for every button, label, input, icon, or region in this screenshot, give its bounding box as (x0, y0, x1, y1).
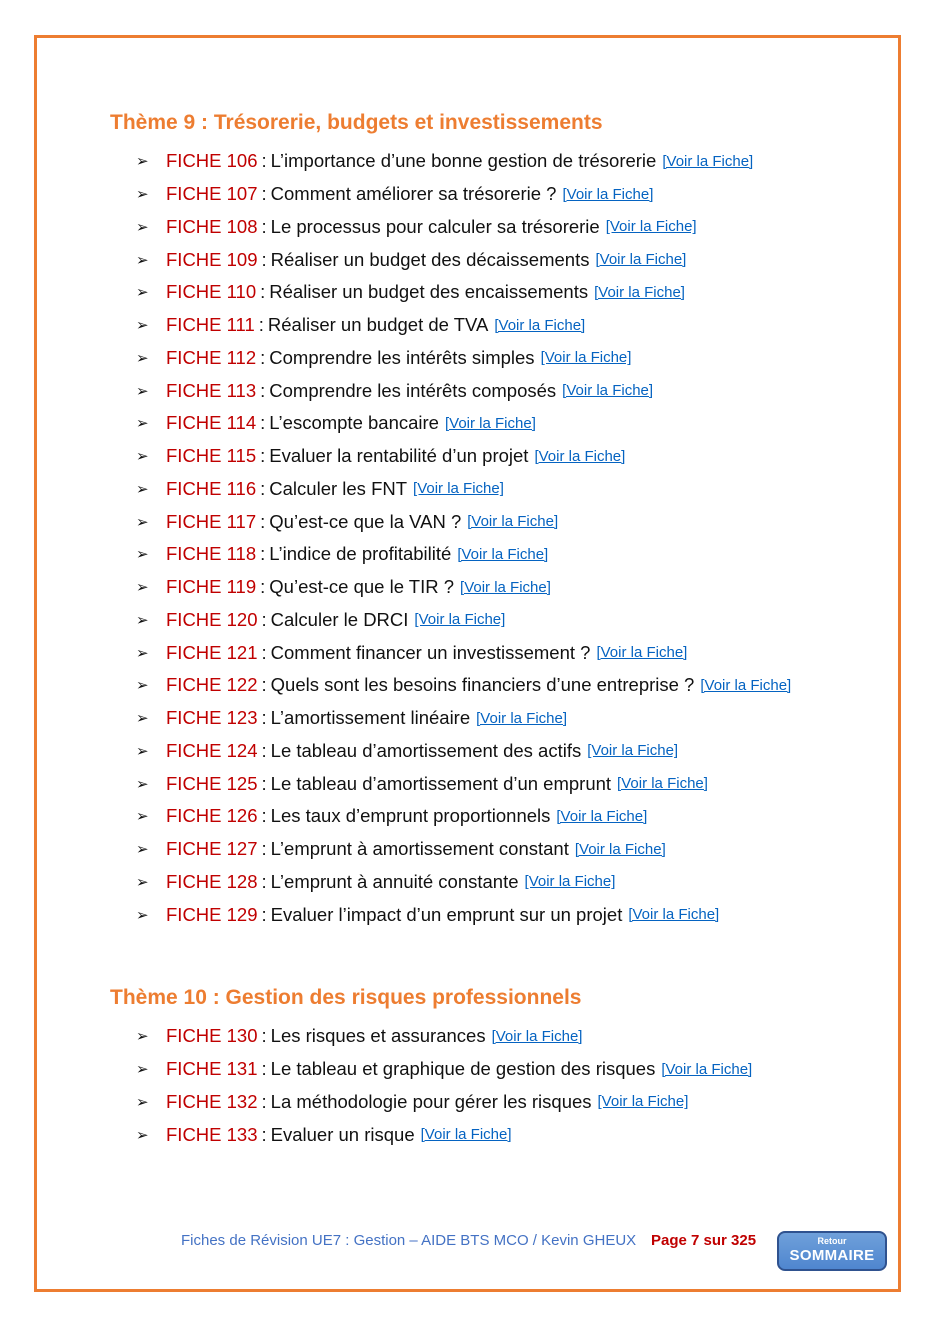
fiche-title: L’amortissement linéaire (270, 707, 471, 729)
separator: : (260, 543, 266, 565)
arrow-bullet-icon: ➢ (136, 906, 149, 924)
arrow-bullet-icon: ➢ (136, 186, 149, 204)
view-fiche-link[interactable]: [Voir la Fiche] (597, 1093, 689, 1111)
arrow-bullet-icon: ➢ (136, 1093, 149, 1111)
arrow-bullet-icon: ➢ (136, 153, 149, 171)
separator: : (261, 248, 267, 270)
theme-9-title: Thème 9 : Trésorerie, budgets et investissements (110, 111, 603, 134)
fiche-number: FICHE 132 (166, 1090, 258, 1112)
view-fiche-link[interactable]: [Voir la Fiche] (534, 447, 626, 465)
view-fiche-link[interactable]: [Voir la Fiche] (467, 513, 559, 531)
view-fiche-link[interactable]: [Voir la Fiche] (457, 545, 549, 563)
arrow-bullet-icon: ➢ (136, 218, 149, 236)
footer-text: Fiches de Révision UE7 : Gestion – AIDE BTS MCO / Kevin GHEUX (181, 1232, 637, 1249)
fiche-title: L’emprunt à amortissement constant (270, 838, 569, 860)
view-fiche-link[interactable]: [Voir la Fiche] (420, 1126, 512, 1144)
arrow-bullet-icon: ➢ (136, 1126, 149, 1144)
separator: : (261, 1025, 267, 1047)
fiche-number: FICHE 129 (166, 903, 258, 925)
fiche-title: Comment améliorer sa trésorerie ? (270, 183, 557, 205)
fiche-number: FICHE 117 (166, 510, 257, 532)
separator: : (261, 641, 267, 663)
fiche-list-item (136, 243, 791, 276)
separator: : (260, 445, 266, 467)
view-fiche-link[interactable]: [Voir la Fiche] (574, 840, 666, 858)
view-fiche-link[interactable]: [Voir la Fiche] (605, 218, 697, 236)
separator: : (260, 346, 266, 368)
fiche-title: L’importance d’une bonne gestion de trésorerie (270, 150, 657, 172)
fiche-list-item (136, 571, 791, 604)
separator: : (260, 477, 266, 499)
arrow-bullet-icon: ➢ (136, 644, 149, 662)
fiche-title: Le tableau d’amortissement d’un emprunt (270, 772, 612, 794)
fiche-list-item (136, 702, 791, 735)
return-button-small-label: Retour (817, 1236, 847, 1246)
separator: : (261, 215, 267, 237)
fiche-list-item (136, 1020, 752, 1053)
view-fiche-link[interactable]: [Voir la Fiche] (414, 611, 506, 629)
fiche-title: Réaliser un budget des décaissements (270, 248, 590, 270)
fiche-number: FICHE 114 (166, 412, 257, 434)
fiche-title: Le processus pour calculer sa trésorerie (270, 215, 600, 237)
separator: : (260, 510, 266, 532)
fiche-title: La méthodologie pour gérer les risques (270, 1090, 592, 1112)
view-fiche-link[interactable]: [Voir la Fiche] (562, 185, 654, 203)
fiche-number: FICHE 118 (166, 543, 257, 565)
arrow-bullet-icon: ➢ (136, 841, 149, 859)
view-fiche-link[interactable]: [Voir la Fiche] (491, 1027, 583, 1045)
arrow-bullet-icon: ➢ (136, 775, 149, 793)
fiche-list-item (136, 374, 791, 407)
view-fiche-link[interactable]: [Voir la Fiche] (595, 251, 687, 269)
fiche-number: FICHE 127 (166, 838, 258, 860)
fiche-list-item (136, 276, 791, 309)
view-fiche-link[interactable]: [Voir la Fiche] (700, 676, 792, 694)
fiche-title: Evaluer un risque (270, 1123, 415, 1145)
arrow-bullet-icon: ➢ (136, 251, 149, 269)
fiche-title: Réaliser un budget des encaissements (269, 281, 589, 303)
fiche-list-item (136, 866, 791, 899)
fiche-number: FICHE 130 (166, 1025, 258, 1047)
view-fiche-link[interactable]: [Voir la Fiche] (460, 578, 551, 596)
fiche-number: FICHE 122 (166, 674, 258, 696)
fiche-list-item (136, 735, 791, 768)
fiche-number: FICHE 111 (166, 314, 255, 336)
fiche-number: FICHE 131 (166, 1058, 258, 1080)
fiche-list-item (136, 636, 791, 669)
separator: : (261, 707, 267, 729)
arrow-bullet-icon: ➢ (136, 1061, 149, 1079)
return-summary-button[interactable] (777, 1231, 887, 1271)
separator: : (261, 1123, 267, 1145)
view-fiche-link[interactable]: [Voir la Fiche] (662, 152, 754, 170)
fiche-list-item (136, 604, 791, 637)
fiche-number: FICHE 120 (166, 608, 258, 630)
fiche-list-item (136, 145, 791, 178)
separator: : (261, 150, 267, 172)
arrow-bullet-icon: ➢ (136, 284, 149, 302)
fiche-number: FICHE 113 (166, 379, 257, 401)
view-fiche-link[interactable]: [Voir la Fiche] (661, 1060, 753, 1078)
fiche-number: FICHE 116 (166, 477, 257, 499)
separator: : (260, 281, 266, 303)
arrow-bullet-icon: ➢ (136, 317, 149, 335)
page-number: Page 7 sur 325 (651, 1232, 757, 1249)
view-fiche-link[interactable]: [Voir la Fiche] (444, 414, 536, 432)
fiche-number: FICHE 123 (166, 707, 258, 729)
separator: : (258, 314, 264, 336)
arrow-bullet-icon: ➢ (136, 382, 149, 400)
fiche-title: Réaliser un budget de TVA (267, 314, 489, 336)
fiche-title: Qu’est-ce que le TIR ? (269, 576, 455, 598)
fiche-number: FICHE 121 (166, 641, 258, 663)
separator: : (260, 576, 266, 598)
fiche-title: Comprendre les intérêts simples (269, 346, 535, 368)
arrow-bullet-icon: ➢ (136, 742, 149, 760)
fiche-title: Calculer les FNT (269, 477, 408, 499)
fiche-list-item (136, 440, 791, 473)
fiche-list-item (136, 342, 791, 375)
fiche-list-item (136, 833, 791, 866)
arrow-bullet-icon: ➢ (136, 808, 149, 826)
separator: : (261, 1090, 267, 1112)
separator: : (261, 772, 267, 794)
arrow-bullet-icon: ➢ (136, 611, 149, 629)
view-fiche-link[interactable]: [Voir la Fiche] (524, 873, 616, 891)
fiche-title: Comprendre les intérêts composés (269, 379, 557, 401)
separator: : (261, 1058, 267, 1080)
fiche-list-item (136, 473, 791, 506)
separator: : (260, 379, 266, 401)
fiche-list-item (136, 538, 791, 571)
separator: : (261, 805, 267, 827)
arrow-bullet-icon: ➢ (136, 349, 149, 367)
fiche-title: Quels sont les besoins financiers d’une entreprise ? (270, 674, 695, 696)
separator: : (261, 903, 267, 925)
arrow-bullet-icon: ➢ (136, 513, 149, 531)
fiche-list-item (136, 669, 791, 702)
fiche-list-item (136, 178, 791, 211)
view-fiche-link[interactable]: [Voir la Fiche] (596, 644, 688, 662)
arrow-bullet-icon: ➢ (136, 415, 149, 433)
fiche-number: FICHE 112 (166, 346, 257, 368)
fiche-title: Qu’est-ce que la VAN ? (269, 510, 462, 532)
arrow-bullet-icon: ➢ (136, 448, 149, 466)
fiche-list-item (136, 309, 791, 342)
fiche-title: Evaluer la rentabilité d’un projet (269, 445, 529, 467)
fiche-list-item (136, 1118, 752, 1151)
arrow-bullet-icon: ➢ (136, 480, 149, 498)
separator: : (261, 674, 267, 696)
separator: : (261, 739, 267, 761)
view-fiche-link[interactable]: [Voir la Fiche] (594, 283, 685, 301)
fiche-number: FICHE 109 (166, 248, 258, 270)
fiche-number: FICHE 110 (166, 281, 257, 303)
fiche-title: Le tableau et graphique de gestion des risques (270, 1058, 656, 1080)
fiche-list-item (136, 505, 791, 538)
view-fiche-link[interactable]: [Voir la Fiche] (556, 807, 648, 825)
theme-10-title: Thème 10 : Gestion des risques professionnels (110, 986, 582, 1009)
fiche-title: Comment financer un investissement ? (270, 641, 591, 663)
view-fiche-link[interactable]: [Voir la Fiche] (587, 742, 679, 760)
view-fiche-link[interactable]: [Voir la Fiche] (494, 316, 586, 334)
separator: : (260, 412, 266, 434)
fiche-title: Les taux d’emprunt proportionnels (270, 805, 551, 827)
fiche-number: FICHE 126 (166, 805, 258, 827)
fiche-number: FICHE 125 (166, 772, 258, 794)
arrow-bullet-icon: ➢ (136, 873, 149, 891)
fiche-title: Les risques et assurances (270, 1025, 486, 1047)
separator: : (261, 183, 267, 205)
theme-9-list (136, 145, 791, 931)
view-fiche-link[interactable]: [Voir la Fiche] (617, 775, 708, 793)
theme-10-list (136, 1020, 752, 1151)
fiche-title: L’emprunt à annuité constante (270, 870, 519, 892)
view-fiche-link[interactable]: [Voir la Fiche] (540, 349, 632, 367)
view-fiche-link[interactable]: [Voir la Fiche] (562, 382, 654, 400)
separator: : (261, 838, 267, 860)
fiche-number: FICHE 119 (166, 576, 257, 598)
fiche-title: Evaluer l’impact d’un emprunt sur un projet (270, 903, 623, 925)
fiche-list-item (136, 211, 791, 244)
fiche-list-item (136, 407, 791, 440)
fiche-number: FICHE 115 (166, 445, 257, 467)
fiche-number: FICHE 107 (166, 183, 258, 205)
fiche-list-item (136, 800, 791, 833)
fiche-list-item (136, 767, 791, 800)
fiche-number: FICHE 133 (166, 1123, 258, 1145)
arrow-bullet-icon: ➢ (136, 579, 149, 597)
fiche-list-item (136, 1053, 752, 1086)
fiche-number: FICHE 128 (166, 870, 258, 892)
fiche-title: L’escompte bancaire (269, 412, 439, 434)
fiche-title: Le tableau d’amortissement des actifs (270, 739, 582, 761)
arrow-bullet-icon: ➢ (136, 546, 149, 564)
fiche-number: FICHE 124 (166, 739, 258, 761)
separator: : (261, 608, 267, 630)
fiche-list-item (136, 1086, 752, 1119)
view-fiche-link[interactable]: [Voir la Fiche] (413, 480, 504, 498)
fiche-title: L’indice de profitabilité (269, 543, 452, 565)
fiche-list-item (136, 898, 791, 931)
view-fiche-link[interactable]: [Voir la Fiche] (628, 906, 720, 924)
arrow-bullet-icon: ➢ (136, 1028, 149, 1046)
arrow-bullet-icon: ➢ (136, 677, 149, 695)
fiche-number: FICHE 108 (166, 215, 258, 237)
return-button-label: SOMMAIRE (789, 1247, 875, 1264)
arrow-bullet-icon: ➢ (136, 710, 149, 728)
fiche-title: Calculer le DRCI (270, 608, 409, 630)
view-fiche-link[interactable]: [Voir la Fiche] (476, 709, 568, 727)
fiche-number: FICHE 106 (166, 150, 258, 172)
separator: : (261, 870, 267, 892)
